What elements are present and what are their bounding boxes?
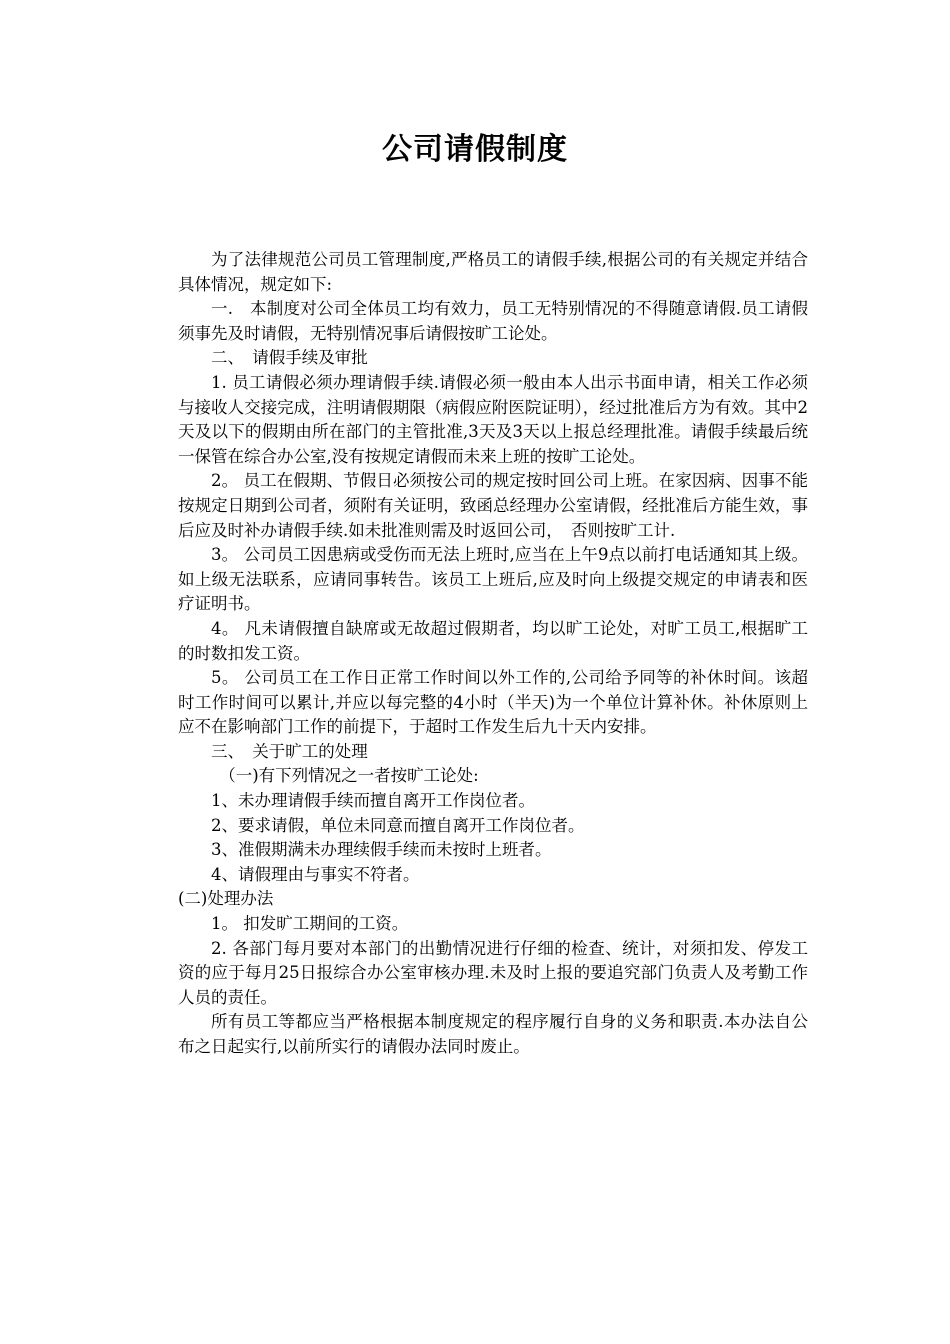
subsection-1-item-2: 2、要求请假，单位未同意而擅自离开工作岗位者。 — [211, 815, 585, 835]
section-2-item-4: 4。 凡未请假擅自缺席或无故超过假期者，均以旷工论处，对旷工员工,根据旷工的时数扣发工资。 — [178, 618, 808, 663]
subsection-2-item-1: 1。 扣发旷工期间的工资。 — [211, 914, 409, 934]
document-title: 公司请假制度 — [382, 132, 568, 167]
subsection-1-item-3: 3、准假期满未办理续假手续而未按时上班者。 — [211, 840, 552, 860]
section-1-paragraph: 一. 本制度对公司全体员工均有效力，员工无特别情况的不得随意请假.员工请假须事先及时请假，无特别情况事后请假按旷工论处。 — [178, 299, 808, 343]
intro-paragraph: 为了法律规范公司员工管理制度,严格员工的请假手续,根据公司的有关规定并结合具体情况，规定如下: — [178, 250, 808, 294]
section-3-heading: 三、 关于旷工的处理 — [211, 741, 368, 761]
subsection-2-heading: (二)处理办法 — [178, 889, 274, 909]
section-2-item-5: 5。 公司员工在工作日正常工作时间以外工作的,公司给予同等的补休时间。该超时工作时间可以累计,并应以每完整的4小时（半天)为一个单位计算补休。补休原则上应不在影响部门工作的前提下，于超时工作发生后九十天内安排。 — [178, 668, 808, 737]
section-2-heading: 二、 请假手续及审批 — [211, 348, 368, 368]
subsection-1-item-4: 4、请假理由与事实不符者。 — [211, 864, 420, 884]
section-2-item-1: 1. 员工请假必须办理请假手续.请假必须一般由本人出示书面申请，相关工作必须与接收人交接完成，注明请假期限（病假应附医院证明），经过批准后方为有效。其中2天及以下的假期由所在部门的主管批准,3天及3天以上报总经理批准。请假手续最后统一保管在综合办公室,没有按规定请假而未来上班的按旷工论处。 — [178, 372, 808, 466]
subsection-2-item-2: 2. 各部门每月要对本部门的出勤情况进行仔细的检查、统计，对须扣发、停发工资的应于每月25日报综合办公室审核办理.未及时上报的要追究部门负责人及考勤工作人员的责任。 — [178, 938, 808, 1007]
subsection-1-heading: （一)有下列情况之一者按旷工论处: — [219, 766, 479, 786]
subsection-1-item-1: 1、未办理请假手续而擅自离开工作岗位者。 — [211, 791, 535, 811]
closing-paragraph: 所有员工等都应当严格根据本制度规定的程序履行自身的义务和职责.本办法自公布之日起实行,以前所实行的请假办法同时废止。 — [178, 1012, 808, 1056]
document-body — [178, 248, 808, 1060]
section-2-item-3: 3。 公司员工因患病或受伤而无法上班时,应当在上午9点以前打电话通知其上级。如上级无法联系，应请同事转告。该员工上班后,应及时向上级提交规定的申请表和医疗证明书。 — [178, 545, 808, 614]
section-2-item-2: 2。 员工在假期、节假日必须按公司的规定按时回公司上班。在家因病、因事不能按规定日期到公司者，须附有关证明，致函总经理办公室请假，经批准后方能生效，事后应及时补办请假手续.如未批准则需及时返回公司， 否则按旷工计. — [178, 471, 808, 540]
